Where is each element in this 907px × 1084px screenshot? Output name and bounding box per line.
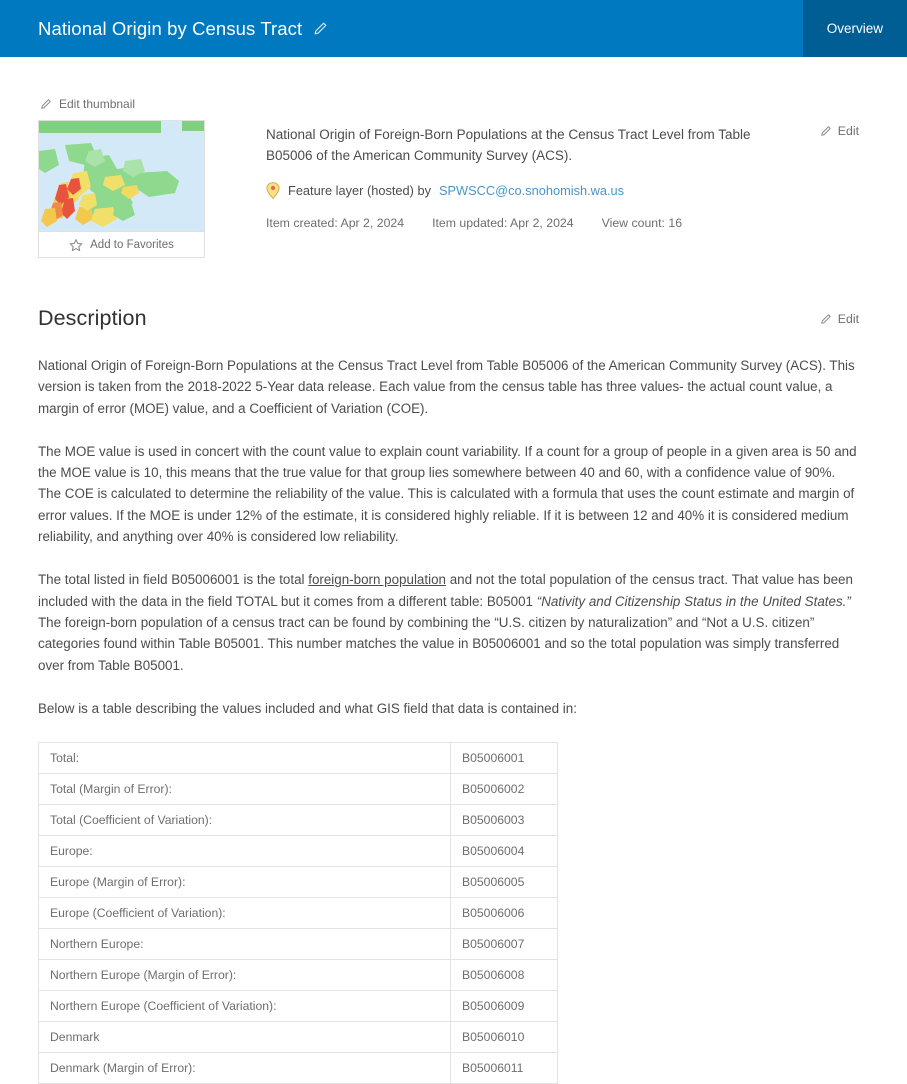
field-code-cell: B05006010 (451, 1022, 558, 1053)
edit-title-pencil-icon[interactable] (313, 21, 328, 36)
edit-thumbnail-label: Edit thumbnail (59, 97, 136, 111)
field-description-cell: Total (Margin of Error): (39, 774, 451, 805)
item-type-row (266, 182, 769, 199)
item-type-label: Feature layer (hosted) by (288, 183, 431, 198)
edit-item-details-button[interactable] (820, 124, 859, 138)
thumbnail-card (38, 120, 205, 258)
field-code-cell: B05006001 (451, 743, 558, 774)
item-created: Item created: Apr 2, 2024 (266, 216, 405, 230)
star-icon (69, 238, 83, 252)
edit-description-label: Edit (837, 312, 859, 326)
table-row (39, 1053, 558, 1084)
item-header-section (38, 120, 869, 258)
field-code-cell: B05006011 (451, 1053, 558, 1084)
edit-item-label: Edit (837, 124, 859, 138)
field-code-cell: B05006007 (451, 929, 558, 960)
field-description-cell: Total: (39, 743, 451, 774)
field-table-body (39, 743, 558, 1084)
add-to-favorites-button[interactable] (39, 231, 204, 257)
field-description-cell: Total (Coefficient of Variation): (39, 805, 451, 836)
field-code-cell: B05006005 (451, 867, 558, 898)
field-description-cell: Northern Europe: (39, 929, 451, 960)
table-row (39, 960, 558, 991)
description-paragraph-3 (38, 569, 860, 675)
foreign-born-population-link[interactable]: foreign-born population (308, 572, 446, 588)
field-description-cell: Northern Europe (Coefficient of Variation): (39, 991, 451, 1022)
table-row (39, 898, 558, 929)
item-view-count: View count: 16 (601, 216, 683, 230)
paragraph3-part2: and not the total population of the census tract. That value has been included with the data in the field TOTAL but it comes from a different table: B05001 (38, 572, 853, 609)
paragraph3-part3: The foreign-born population of a census tract can be found by combining the “U.S. citizen by naturalization” and “Not a U.S. citizen” categories found within Table B05001. This number matches the value in B05006001 and so the total population was simply transferred over from Table B05001. (38, 614, 840, 673)
edit-thumbnail-button[interactable] (40, 57, 135, 120)
page-title: National Origin by Census Tract (38, 17, 303, 39)
field-description-cell: Denmark (39, 1022, 451, 1053)
table-row (39, 929, 558, 960)
page-body (0, 57, 907, 1084)
item-meta-row (266, 216, 769, 230)
pencil-icon (40, 98, 52, 110)
description-paragraph-1: National Origin of Foreign-Born Populations at the Census Tract Level from Table B05006 of the American Community Survey (ACS). This version is taken from the 2018-2022 5-Year data release. Each value from the census table has three values- the actual count value, a margin of error (MOE) value, and a Coefficient of Variation (COE). (38, 358, 855, 416)
description-paragraph-2: The MOE value is used in concert with the count value to explain count variability. If a count for a group of people in a given area is 50 and the MOE value is 10, this means that the true value for that group lies somewhere between 40 and 60, with a confidence value of 90%. The COE is calculated to determine the reliability of the value. This is calculated with a formula that uses the count estimate and margin of error values. If the MOE is under 12% of the estimate, it is considered highly reliable. If it is between 12 and 40% it is considered medium reliability, and anything over 40% is considered low reliability. (38, 443, 857, 545)
table-row (39, 867, 558, 898)
paragraph3-italic-title: “Nativity and Citizenship Status in the United States.” (536, 593, 851, 609)
field-description-cell: Northern Europe (Margin of Error): (39, 960, 451, 991)
field-description-cell: Denmark (Margin of Error): (39, 1053, 451, 1084)
table-row (39, 774, 558, 805)
item-details (205, 120, 869, 230)
table-row (39, 1022, 558, 1053)
field-mapping-table (38, 742, 558, 1084)
pencil-icon (820, 313, 832, 325)
description-section (38, 306, 869, 1084)
header-tabs (803, 0, 907, 57)
paragraph3-part1: The total listed in field B05006001 is the total (38, 572, 309, 588)
field-code-cell: B05006004 (451, 836, 558, 867)
item-owner-link[interactable]: SPWSCC@co.snohomish.wa.us (438, 183, 625, 198)
field-code-cell: B05006003 (451, 805, 558, 836)
field-code-cell: B05006006 (451, 898, 558, 929)
field-description-cell: Europe: (39, 836, 451, 867)
description-body (38, 355, 869, 719)
field-description-cell: Europe (Margin of Error): (39, 867, 451, 898)
add-to-favorites-label: Add to Favorites (90, 238, 174, 251)
table-row (39, 991, 558, 1022)
description-heading: Description (38, 306, 147, 330)
thumbnail-image (39, 121, 204, 231)
description-paragraph-4: Below is a table describing the values included and what GIS field that data is contained in: (38, 700, 577, 716)
table-row (39, 836, 558, 867)
edit-description-button[interactable] (820, 312, 859, 326)
feature-layer-icon (266, 182, 280, 199)
table-row (39, 743, 558, 774)
field-code-cell: B05006002 (451, 774, 558, 805)
field-code-cell: B05006008 (451, 960, 558, 991)
table-row (39, 805, 558, 836)
field-description-cell: Europe (Coefficient of Variation): (39, 898, 451, 929)
tab-overview[interactable]: Overview (803, 0, 907, 57)
field-code-cell: B05006009 (451, 991, 558, 1022)
item-updated: Item updated: Apr 2, 2024 (432, 216, 574, 230)
app-header (0, 0, 907, 57)
pencil-icon (820, 125, 832, 137)
app-title-group (0, 18, 328, 40)
item-summary: National Origin of Foreign-Born Populations at the Census Tract Level from Table B05006 of the American Community Survey (ACS). (266, 127, 751, 163)
